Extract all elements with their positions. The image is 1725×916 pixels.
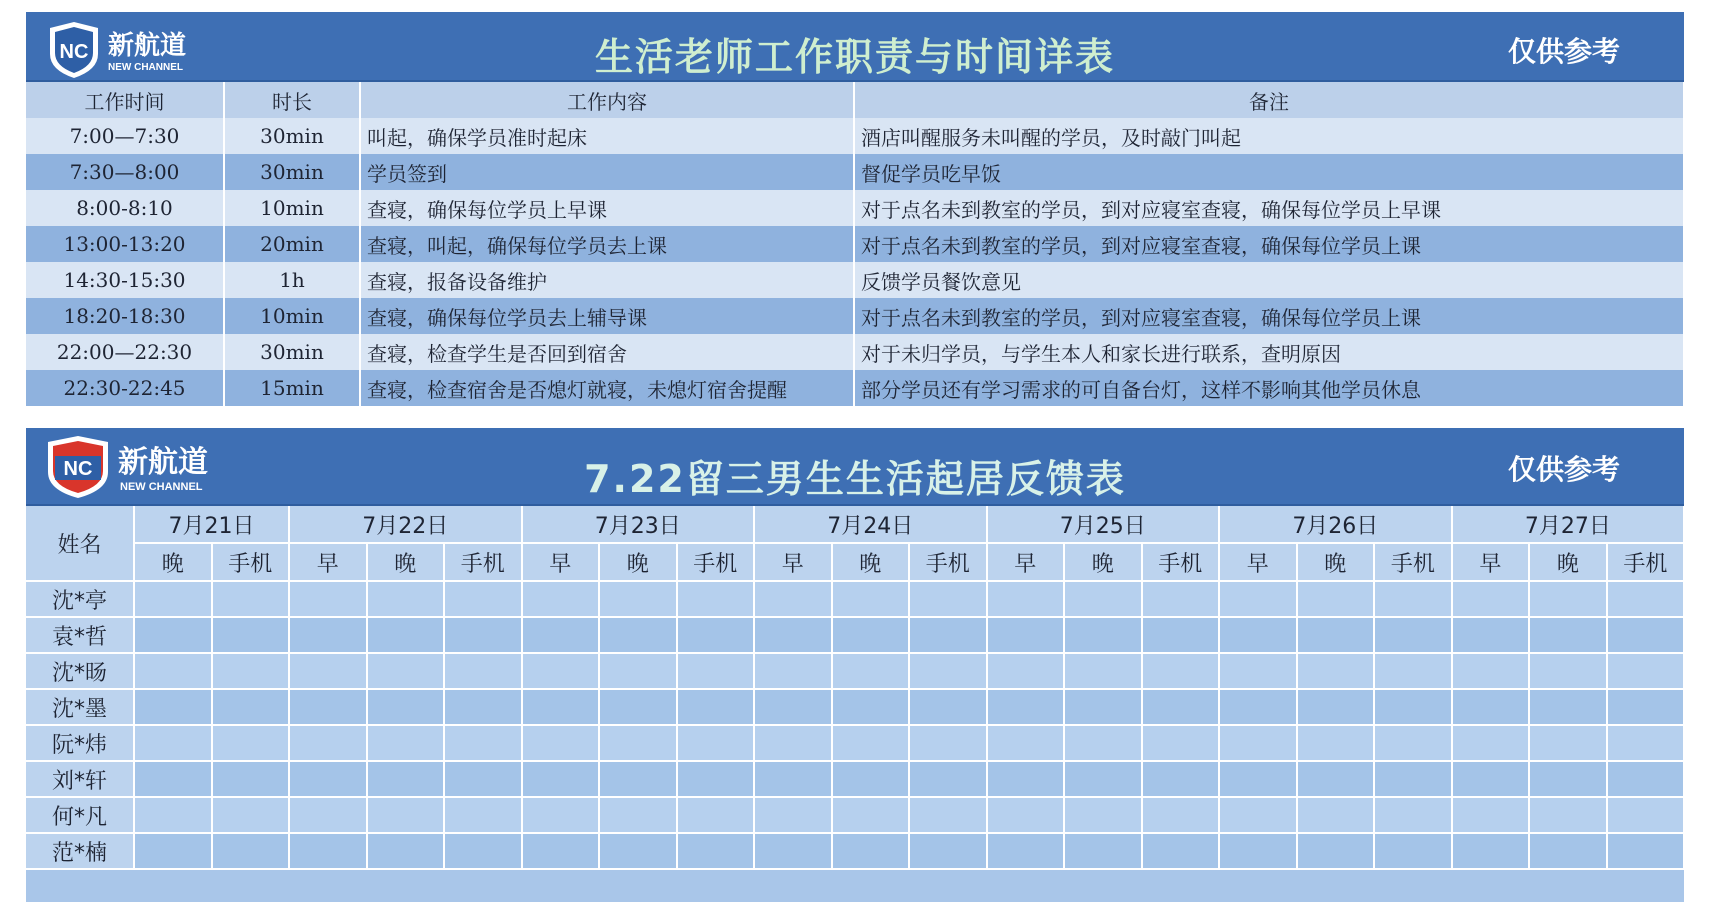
feedback-cell (754, 761, 832, 797)
work-content-cell: 查寝，检查学生是否回到宿舍 (360, 334, 854, 370)
feedback-cell (1142, 725, 1220, 761)
feedback-cell (1529, 581, 1607, 617)
feedback-cell (987, 653, 1065, 689)
feedback-cell (1452, 725, 1530, 761)
slot-header: 早 (987, 543, 1065, 581)
feedback-cell (754, 833, 832, 869)
feedback-cell (134, 833, 212, 869)
work-time-cell: 7:30—8:00 (26, 154, 224, 190)
duration-cell: 10min (224, 190, 360, 226)
student-name: 阮*炜 (26, 725, 134, 761)
feedback-cell (677, 725, 755, 761)
feedback-cell (1374, 797, 1452, 833)
student-row (26, 797, 1684, 833)
feedback-cell (909, 833, 987, 869)
duty-row (26, 370, 1684, 406)
feedback-cell (1452, 761, 1530, 797)
feedback-cell (134, 617, 212, 653)
feedback-cell (832, 761, 910, 797)
feedback-cell (909, 725, 987, 761)
feedback-cell (677, 833, 755, 869)
feedback-cell (134, 653, 212, 689)
logo-brand: 新航道 (108, 31, 187, 61)
feedback-cell (1529, 725, 1607, 761)
feedback-cell (134, 581, 212, 617)
slot-header: 晚 (367, 543, 445, 581)
feedback-cell (367, 617, 445, 653)
feedback-cell (1142, 833, 1220, 869)
feedback-cell (599, 689, 677, 725)
feedback-cell (522, 833, 600, 869)
feedback-cell (212, 761, 290, 797)
remark-cell: 对于点名未到教室的学员，到对应寝室查寝，确保每位学员上课 (854, 226, 1684, 262)
student-name: 沈*旸 (26, 653, 134, 689)
date-header: 7月22日 (289, 506, 522, 543)
feedback-cell (754, 689, 832, 725)
duty-row (26, 334, 1684, 370)
feedback-cell (1297, 617, 1375, 653)
work-time-cell: 13:00-13:20 (26, 226, 224, 262)
feedback-cell (677, 581, 755, 617)
work-content-cell: 查寝，确保每位学员去上辅导课 (360, 298, 854, 334)
slot-header: 晚 (1064, 543, 1142, 581)
student-name: 何*凡 (26, 797, 134, 833)
feedback-cell (754, 653, 832, 689)
feedback-cell (212, 725, 290, 761)
duration-cell: 15min (224, 370, 360, 406)
feedback-cell (832, 833, 910, 869)
remark-cell: 部分学员还有学习需求的可自备台灯，这样不影响其他学员休息 (854, 370, 1684, 406)
feedback-cell (134, 797, 212, 833)
feedback-cell (599, 833, 677, 869)
feedback-cell (1529, 653, 1607, 689)
feedback-cell (1607, 761, 1685, 797)
feedback-cell (1607, 581, 1685, 617)
feedback-cell (1452, 653, 1530, 689)
work-time-cell: 22:30-22:45 (26, 370, 224, 406)
work-time-cell: 18:20-18:30 (26, 298, 224, 334)
feedback-cell (212, 653, 290, 689)
duration-cell: 10min (224, 298, 360, 334)
feedback-cell (987, 581, 1065, 617)
feedback-cell (677, 617, 755, 653)
feedback-cell (289, 653, 367, 689)
duration-cell: 30min (224, 118, 360, 154)
feedback-cell (832, 689, 910, 725)
slot-header: 晚 (599, 543, 677, 581)
feedback-cell (1607, 797, 1685, 833)
feedback-cell (1452, 581, 1530, 617)
feedback-cell (134, 725, 212, 761)
feedback-cell (987, 689, 1065, 725)
header-duration: 时长 (224, 82, 360, 118)
feedback-cell (677, 689, 755, 725)
duty-row (26, 190, 1684, 226)
feedback-cell (1219, 689, 1297, 725)
duration-cell: 30min (224, 154, 360, 190)
feedback-cell (1374, 833, 1452, 869)
feedback-cell (444, 725, 522, 761)
feedback-cell (444, 689, 522, 725)
feedback-cell (677, 761, 755, 797)
feedback-cell (987, 797, 1065, 833)
feedback-cell (1064, 617, 1142, 653)
work-time-cell: 22:00—22:30 (26, 334, 224, 370)
feedback-cell (522, 797, 600, 833)
feedback-cell (1297, 689, 1375, 725)
feedback-cell (599, 725, 677, 761)
feedback-cell (289, 617, 367, 653)
feedback-cell (1142, 797, 1220, 833)
feedback-cell (599, 581, 677, 617)
remark-cell: 对于点名未到教室的学员，到对应寝室查寝，确保每位学员上早课 (854, 190, 1684, 226)
duration-cell: 30min (224, 334, 360, 370)
header-work-time: 工作时间 (26, 82, 224, 118)
feedback-cell (754, 581, 832, 617)
feedback-cell (522, 581, 600, 617)
remark-cell: 酒店叫醒服务未叫醒的学员，及时敲门叫起 (854, 118, 1684, 154)
feedback-cell (987, 761, 1065, 797)
feedback-cell (289, 797, 367, 833)
slot-header: 晚 (1529, 543, 1607, 581)
feedback-cell (367, 797, 445, 833)
feedback-cell (1607, 833, 1685, 869)
table-footer-row (26, 869, 1684, 903)
feedback-cell (522, 725, 600, 761)
work-time-cell: 8:00-8:10 (26, 190, 224, 226)
feedback-cell (134, 689, 212, 725)
feedback-cell (909, 689, 987, 725)
feedback-cell (1219, 581, 1297, 617)
feedback-cell (1374, 653, 1452, 689)
logo-english: NEW CHANNEL (108, 62, 183, 73)
student-row (26, 833, 1684, 869)
feedback-cell (1374, 617, 1452, 653)
feedback-cell (289, 761, 367, 797)
feedback-cell (1607, 653, 1685, 689)
work-content-cell: 学员签到 (360, 154, 854, 190)
feedback-cell (832, 581, 910, 617)
work-time-cell: 7:00—7:30 (26, 118, 224, 154)
remark-cell: 对于未归学员，与学生本人和家长进行联系，查明原因 (854, 334, 1684, 370)
slot-header: 早 (522, 543, 600, 581)
feedback-cell (367, 653, 445, 689)
slot-header: 晚 (1297, 543, 1375, 581)
feedback-cell (909, 617, 987, 653)
feedback-cell (1142, 653, 1220, 689)
feedback-cell (444, 617, 522, 653)
duration-cell: 1h (224, 262, 360, 298)
feedback-cell (212, 617, 290, 653)
duty-schedule-table (26, 82, 1685, 406)
feedback-cell (1219, 725, 1297, 761)
date-header: 7月23日 (522, 506, 755, 543)
feedback-cell (1064, 761, 1142, 797)
remark-cell: 反馈学员餐饮意见 (854, 262, 1684, 298)
feedback-cell (1297, 653, 1375, 689)
feedback-cell (1607, 689, 1685, 725)
date-header: 7月25日 (987, 506, 1220, 543)
slot-header: 手机 (1374, 543, 1452, 581)
feedback-cell (1297, 581, 1375, 617)
feedback-cell (212, 689, 290, 725)
feedback-cell (522, 689, 600, 725)
duration-cell: 20min (224, 226, 360, 262)
feedback-cell (1219, 797, 1297, 833)
duty-row (26, 298, 1684, 334)
feedback-cell (1142, 617, 1220, 653)
feedback-cell (1452, 617, 1530, 653)
feedback-cell (1297, 761, 1375, 797)
header-remarks: 备注 (854, 82, 1684, 118)
feedback-cell (367, 689, 445, 725)
feedback-cell (1374, 689, 1452, 725)
feedback-cell (367, 581, 445, 617)
slot-header: 手机 (909, 543, 987, 581)
schedule-header-bar (26, 12, 1684, 82)
feedback-cell (444, 833, 522, 869)
student-row (26, 725, 1684, 761)
feedback-cell (1142, 761, 1220, 797)
feedback-cell (444, 653, 522, 689)
feedback-cell (444, 761, 522, 797)
work-content-cell: 查寝，叫起，确保每位学员去上课 (360, 226, 854, 262)
feedback-cell (909, 761, 987, 797)
work-content-cell: 查寝，报备设备维护 (360, 262, 854, 298)
feedback-cell (1219, 761, 1297, 797)
slot-header: 手机 (1142, 543, 1220, 581)
feedback-cell (909, 653, 987, 689)
logo-english: NEW CHANNEL (120, 481, 203, 493)
feedback-cell (599, 617, 677, 653)
feedback-cell (909, 581, 987, 617)
logo-brand: 新航道 (118, 445, 208, 480)
feedback-cell (1064, 581, 1142, 617)
feedback-cell (1142, 689, 1220, 725)
feedback-cell (289, 581, 367, 617)
feedback-cell (1607, 617, 1685, 653)
student-name: 沈*亭 (26, 581, 134, 617)
feedback-cell (1529, 761, 1607, 797)
student-row (26, 761, 1684, 797)
student-row (26, 581, 1684, 617)
feedback-cell (522, 761, 600, 797)
feedback-cell (1529, 833, 1607, 869)
student-row (26, 653, 1684, 689)
feedback-sub-row (26, 543, 1684, 581)
feedback-cell (599, 797, 677, 833)
feedback-cell (1064, 833, 1142, 869)
work-time-cell: 14:30-15:30 (26, 262, 224, 298)
feedback-cell (1064, 689, 1142, 725)
feedback-cell (1297, 725, 1375, 761)
feedback-cell (289, 689, 367, 725)
date-header: 7月21日 (134, 506, 289, 543)
feedback-header-bar (26, 428, 1684, 506)
feedback-cell (444, 797, 522, 833)
feedback-cell (1064, 725, 1142, 761)
reference-only-note: 仅供参考 (1507, 35, 1620, 68)
student-name: 沈*墨 (26, 689, 134, 725)
feedback-cell (1219, 833, 1297, 869)
feedback-cell (1529, 797, 1607, 833)
feedback-cell (212, 833, 290, 869)
feedback-cell (522, 653, 600, 689)
slot-header: 早 (289, 543, 367, 581)
duty-row (26, 118, 1684, 154)
feedback-cell (1064, 797, 1142, 833)
feedback-cell (289, 725, 367, 761)
date-header: 7月27日 (1452, 506, 1685, 543)
feedback-cell (212, 581, 290, 617)
feedback-cell (1452, 797, 1530, 833)
feedback-cell (1297, 797, 1375, 833)
reference-only-note: 仅供参考 (1507, 453, 1620, 486)
header-work-content: 工作内容 (360, 82, 854, 118)
slot-header: 手机 (677, 543, 755, 581)
slot-header: 手机 (444, 543, 522, 581)
duty-row (26, 226, 1684, 262)
feedback-cell (367, 833, 445, 869)
duty-row (26, 154, 1684, 190)
student-row (26, 617, 1684, 653)
feedback-cell (1607, 725, 1685, 761)
feedback-cell (599, 653, 677, 689)
feedback-cell (1452, 689, 1530, 725)
feedback-cell (1529, 689, 1607, 725)
feedback-cell (1297, 833, 1375, 869)
feedback-cell (1142, 581, 1220, 617)
work-content-cell: 查寝，检查宿舍是否熄灯就寝，未熄灯宿舍提醒 (360, 370, 854, 406)
feedback-cell (1064, 653, 1142, 689)
schedule-title: 生活老师工作职责与时间详表 (594, 35, 1115, 79)
slot-header: 早 (1452, 543, 1530, 581)
slot-header: 手机 (1607, 543, 1685, 581)
logo-mark: NC (59, 41, 89, 63)
feedback-cell (1219, 617, 1297, 653)
feedback-cell (754, 725, 832, 761)
feedback-cell (987, 617, 1065, 653)
date-header: 7月26日 (1219, 506, 1452, 543)
living-feedback-table (26, 506, 1685, 904)
feedback-cell (444, 581, 522, 617)
duty-table-header-row (26, 82, 1684, 118)
student-name: 袁*哲 (26, 617, 134, 653)
feedback-cell (754, 797, 832, 833)
feedback-cell (677, 797, 755, 833)
feedback-cell (367, 761, 445, 797)
slot-header: 手机 (212, 543, 290, 581)
feedback-cell (832, 653, 910, 689)
feedback-cell (1374, 725, 1452, 761)
feedback-cell (1529, 617, 1607, 653)
feedback-cell (832, 617, 910, 653)
feedback-cell (367, 725, 445, 761)
feedback-cell (754, 617, 832, 653)
work-content-cell: 叫起，确保学员准时起床 (360, 118, 854, 154)
feedback-cell (134, 761, 212, 797)
feedback-title: 7.22留三男生生活起居反馈表 (584, 457, 1126, 501)
logo-mark: NC (63, 458, 93, 480)
feedback-cell (599, 761, 677, 797)
date-header: 7月24日 (754, 506, 987, 543)
feedback-cell (832, 797, 910, 833)
table-footer (26, 869, 1684, 903)
feedback-cell (677, 653, 755, 689)
duty-row (26, 262, 1684, 298)
feedback-cell (522, 617, 600, 653)
feedback-cell (1452, 833, 1530, 869)
feedback-cell (987, 833, 1065, 869)
feedback-cell (832, 725, 910, 761)
work-content-cell: 查寝，确保每位学员上早课 (360, 190, 854, 226)
feedback-date-row (26, 506, 1684, 543)
name-header: 姓名 (26, 506, 134, 581)
feedback-cell (987, 725, 1065, 761)
remark-cell: 督促学员吃早饭 (854, 154, 1684, 190)
student-name: 刘*轩 (26, 761, 134, 797)
feedback-cell (1374, 581, 1452, 617)
student-row (26, 689, 1684, 725)
slot-header: 早 (1219, 543, 1297, 581)
feedback-cell (1374, 761, 1452, 797)
remark-cell: 对于点名未到教室的学员，到对应寝室查寝，确保每位学员上课 (854, 298, 1684, 334)
feedback-cell (289, 833, 367, 869)
feedback-cell (212, 797, 290, 833)
feedback-cell (1219, 653, 1297, 689)
student-name: 范*楠 (26, 833, 134, 869)
slot-header: 晚 (134, 543, 212, 581)
feedback-cell (909, 797, 987, 833)
slot-header: 早 (754, 543, 832, 581)
slot-header: 晚 (832, 543, 910, 581)
